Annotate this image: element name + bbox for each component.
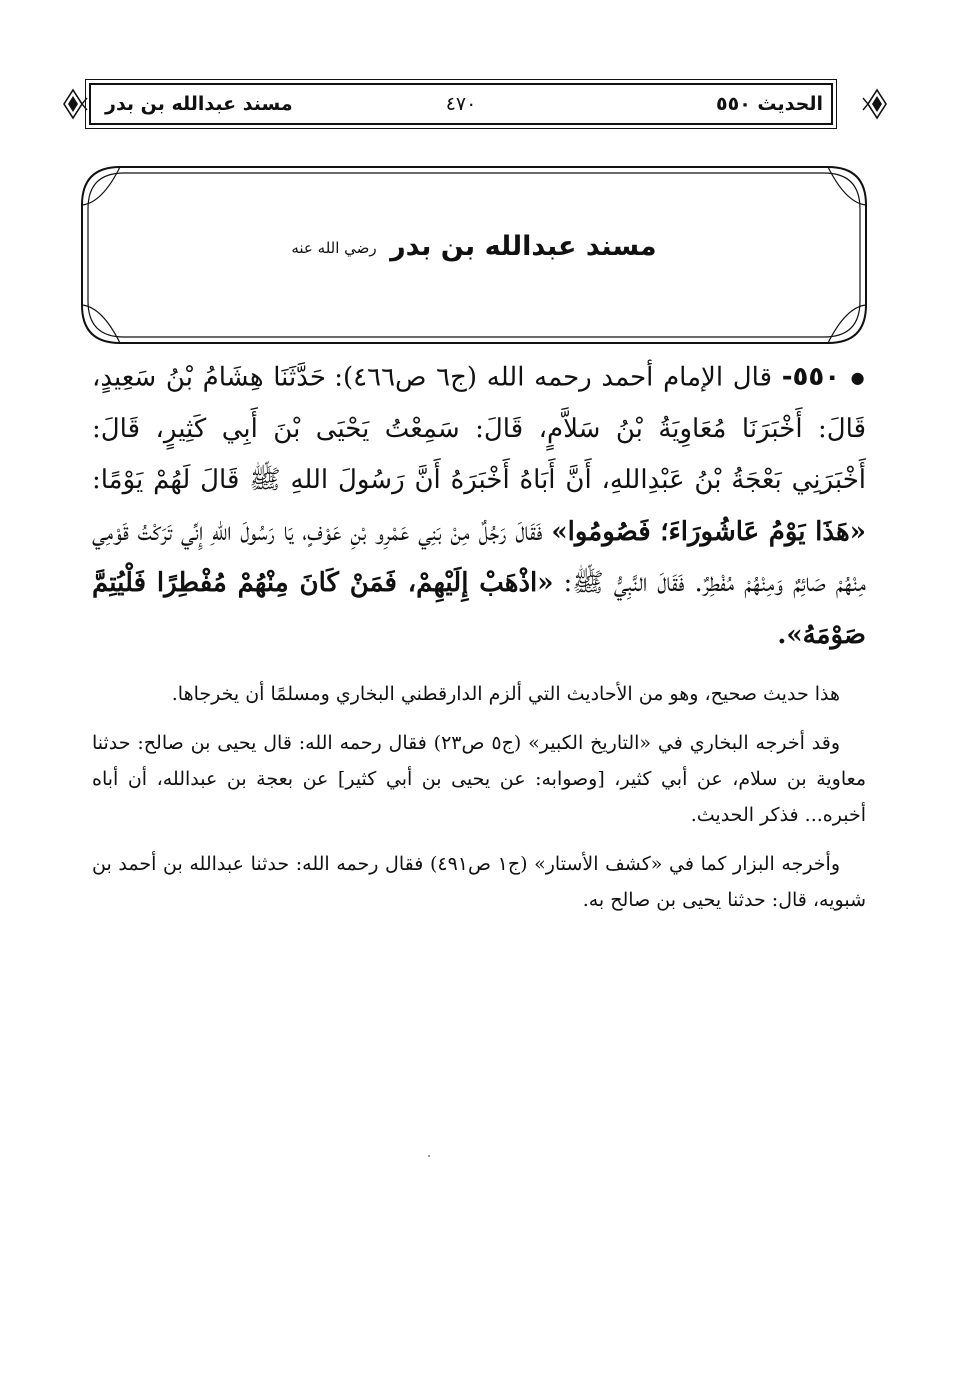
hadith-narration: قال الإمام أحمد رحمه الله (ج٦ ص٤٦٦): حَدَّثَنَا هِشَامُ بْنُ سَعِيدٍ، قَالَ: أَخْبَرَنَا مُعَاوِيَةُ بْنُ سَلاَّمٍ، قَالَ: سَمِعْتُ يَحْيَى بْنَ أَبِي كَثِيرٍ، قَالَ: أَخْبَرَنِي بَعْجَةُ بْنُ عَبْدِاللهِ، أَنَّ أَبَاهُ أَخْبَرَهُ أَنَّ رَسُولَ اللهِ ﷺ قَالَ لَهُمْ يَوْمًا: xyxy=(92,362,867,496)
title-text: مسند عبدالله بن بدر xyxy=(390,231,657,262)
hadith-number xyxy=(782,362,866,392)
hadith-paragraph xyxy=(92,352,866,661)
header-musnad-title: مسند عبدالله بن بدر xyxy=(105,93,293,115)
hadith-number-text: ٥٥٠- xyxy=(781,362,841,393)
scan-speck xyxy=(428,1155,430,1157)
header-hadith-label: الحديث ٥٥٠ xyxy=(716,93,823,115)
header-ornament-left-icon xyxy=(62,84,88,124)
bullet-icon: ● xyxy=(850,368,866,387)
title-honorific: رضي الله عنه xyxy=(291,238,377,257)
title-frame xyxy=(80,165,868,345)
page-number: ٤٧٠ xyxy=(445,93,477,115)
prophet-quote-1: «هَذَا يَوْمُ عَاشُورَاءَ؛ فَصُومُوا» xyxy=(551,516,866,547)
page-body xyxy=(92,352,866,918)
commentary-paragraph: هذا حديث صحيح، وهو من الأحاديث التي ألزم الدارقطني البخاري ومسلمًا أن يخرجاها. xyxy=(171,683,840,706)
commentary-paragraph: وقد أخرجه البخاري في «التاريخ الكبير» (ج٥ ص٢٣) فقال رحمه الله: قال يحيى بن صالح: حدثنا معاوية بن سلام، عن أبي كثير، [وصوابه: عن يحيى بن أبي كثير] عن بعجة بن عبدالله، أن أباه أخبره... فذكر الحديث. xyxy=(92,732,866,827)
running-header xyxy=(89,83,833,125)
commentary-paragraph: وأخرجه البزار كما في «كشف الأستار» (ج١ ص٤٩١) فقال رحمه الله: حدثنا عبدالله بن أحمد بن شبويه، قال: حدثنا يحيى بن صالح به. xyxy=(92,853,866,912)
page-title xyxy=(80,227,868,268)
prophet-quote-2: «اذْهَبْ إِلَيْهِمْ، فَمَنْ كَانَ مِنْهُمْ مُفْطِرًا فَلْيُتِمَّ صَوْمَهُ». xyxy=(92,568,866,650)
hadith-narration-2: فَقَالَ رَجُلٌ مِنْ بَنِي عَمْرِو بْنِ عَوْفٍ، يَا رَسُولَ اللهِ إِنِّي تَرَكْتُ قَوْمِي مِنْهُمْ صَائِمٌ وَمِنْهُمْ مُفْطِرٌ. فَقَالَ النَّبِيُّ ﷺ: xyxy=(92,516,866,599)
header-ornament-right-icon xyxy=(862,84,888,124)
